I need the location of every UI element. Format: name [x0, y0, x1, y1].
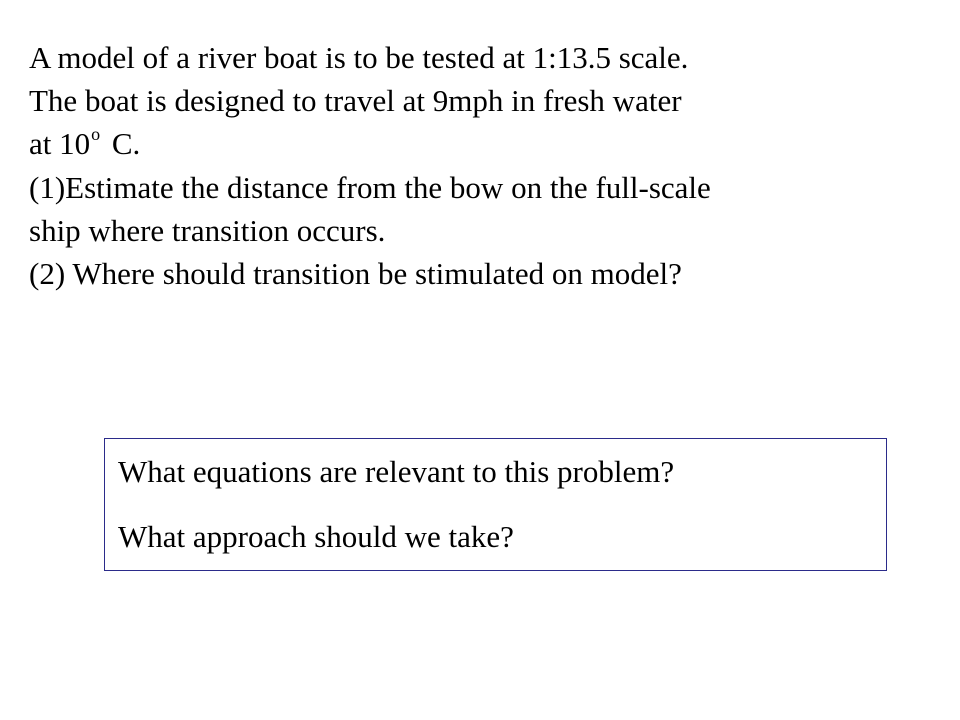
problem-line-5: ship where transition occurs.: [29, 212, 386, 248]
problem-statement: [29, 36, 960, 295]
problem-line-4: (1)Estimate the distance from the bow on the full-scale: [29, 169, 711, 205]
question-approach: What approach should we take?: [118, 519, 514, 554]
problem-line-6: (2) Where should transition be stimulated on model?: [29, 255, 682, 291]
temperature-prefix: at 10: [29, 126, 91, 162]
problem-line-1: A model of a river boat is to be tested at 1:13.5 scale.: [29, 40, 689, 75]
degree-superscript: o: [91, 124, 101, 145]
question-equations: What equations are relevant to this problem?: [118, 454, 675, 489]
problem-line-2: The boat is designed to travel at 9mph in fresh water: [29, 83, 682, 119]
problem-line-3: [29, 122, 960, 165]
temperature-unit: C.: [104, 126, 141, 162]
discussion-questions-box: [104, 438, 887, 571]
